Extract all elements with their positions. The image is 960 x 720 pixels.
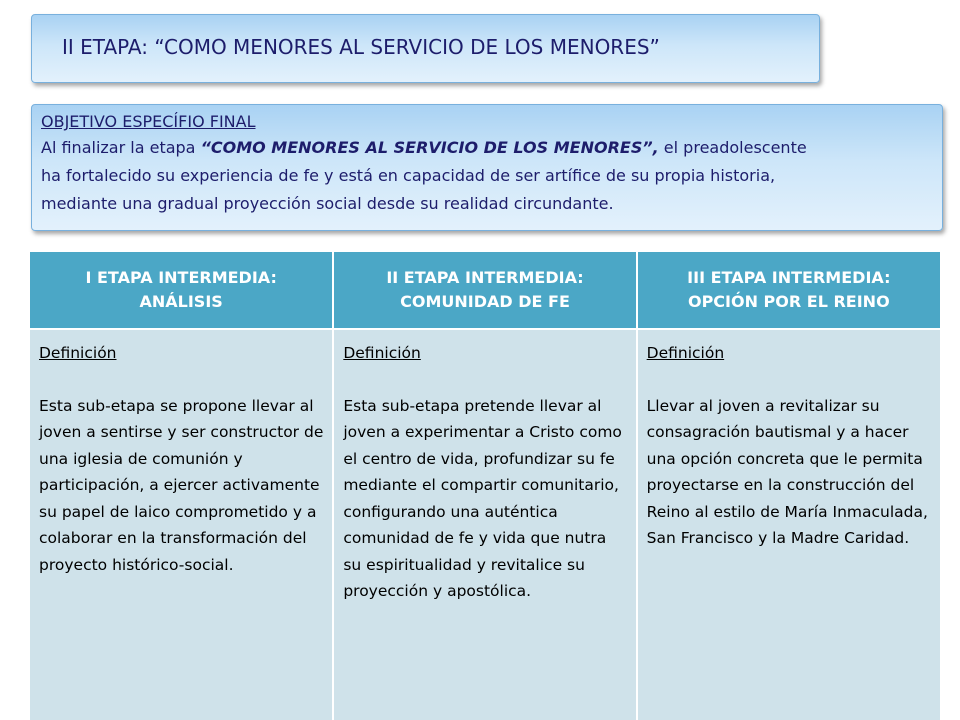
definition-text: Llevar al joven a revitalizar su consagración bautismal y a hacer una opción concreta que le permita proyectarse en la construcción del Reino al estilo de María Inmaculada, San Francisco y la Madre Caridad. xyxy=(646,396,928,547)
title-box xyxy=(31,14,820,83)
header-stage-2 xyxy=(333,252,636,329)
spacer xyxy=(39,367,324,393)
cell-stage-1 xyxy=(30,329,333,720)
spacer xyxy=(647,367,932,393)
objective-box xyxy=(31,104,943,231)
table-header-row xyxy=(30,252,940,329)
cell-stage-2 xyxy=(333,329,636,720)
objective-line-1-start: Al finalizar la etapa xyxy=(41,138,201,157)
definition-label: Definición xyxy=(343,344,421,362)
definition-label: Definición xyxy=(39,344,117,362)
header-stage-2-line-1: II ETAPA INTERMEDIA: xyxy=(386,268,584,287)
header-stage-1-line-2: ANÁLISIS xyxy=(139,292,223,311)
objective-line-1 xyxy=(41,138,807,157)
spacer xyxy=(343,367,627,393)
header-stage-1 xyxy=(30,252,333,329)
stages-table xyxy=(30,252,940,720)
header-stage-3 xyxy=(637,252,940,329)
header-stage-3-line-1: III ETAPA INTERMEDIA: xyxy=(687,268,891,287)
definition-label: Definición xyxy=(646,344,725,362)
page-title: II ETAPA: “COMO MENORES AL SERVICIO DE LOS MENORES” xyxy=(62,35,660,59)
header-stage-2-line-2: COMUNIDAD DE FE xyxy=(400,292,570,311)
header-stage-1-line-1: I ETAPA INTERMEDIA: xyxy=(85,268,277,287)
objective-line-1-end: el preadolescente xyxy=(658,138,807,157)
objective-stage-name: “COMO MENORES AL SERVICIO DE LOS MENORES”, xyxy=(200,138,659,157)
objective-line-3: mediante una gradual proyección social desde su realidad circundante. xyxy=(41,194,614,213)
objective-heading: OBJETIVO ESPECÍFIO FINAL xyxy=(41,112,256,131)
objective-line-2: ha fortalecido su experiencia de fe y está en capacidad de ser artífice de su propia historia, xyxy=(41,166,776,185)
cell-stage-3 xyxy=(637,329,940,720)
header-stage-3-line-2: OPCIÓN POR EL REINO xyxy=(687,292,890,311)
table-body-row xyxy=(30,329,940,720)
definition-text: Esta sub-etapa pretende llevar al joven a experimentar a Cristo como el centro de vida, profundizar su fe mediante el compartir comunitario, configurando una auténtica comunidad de fe y vida que nutra su espiritualidad y revitalice su proyección y apostólica. xyxy=(343,396,622,600)
definition-text: Esta sub-etapa se propone llevar al joven a sentirse y ser constructor de una iglesia de comunión y participación, a ejercer activamente su papel de laico comprometido y a colaborar en la transformación del proyecto histórico-social. xyxy=(39,396,324,574)
